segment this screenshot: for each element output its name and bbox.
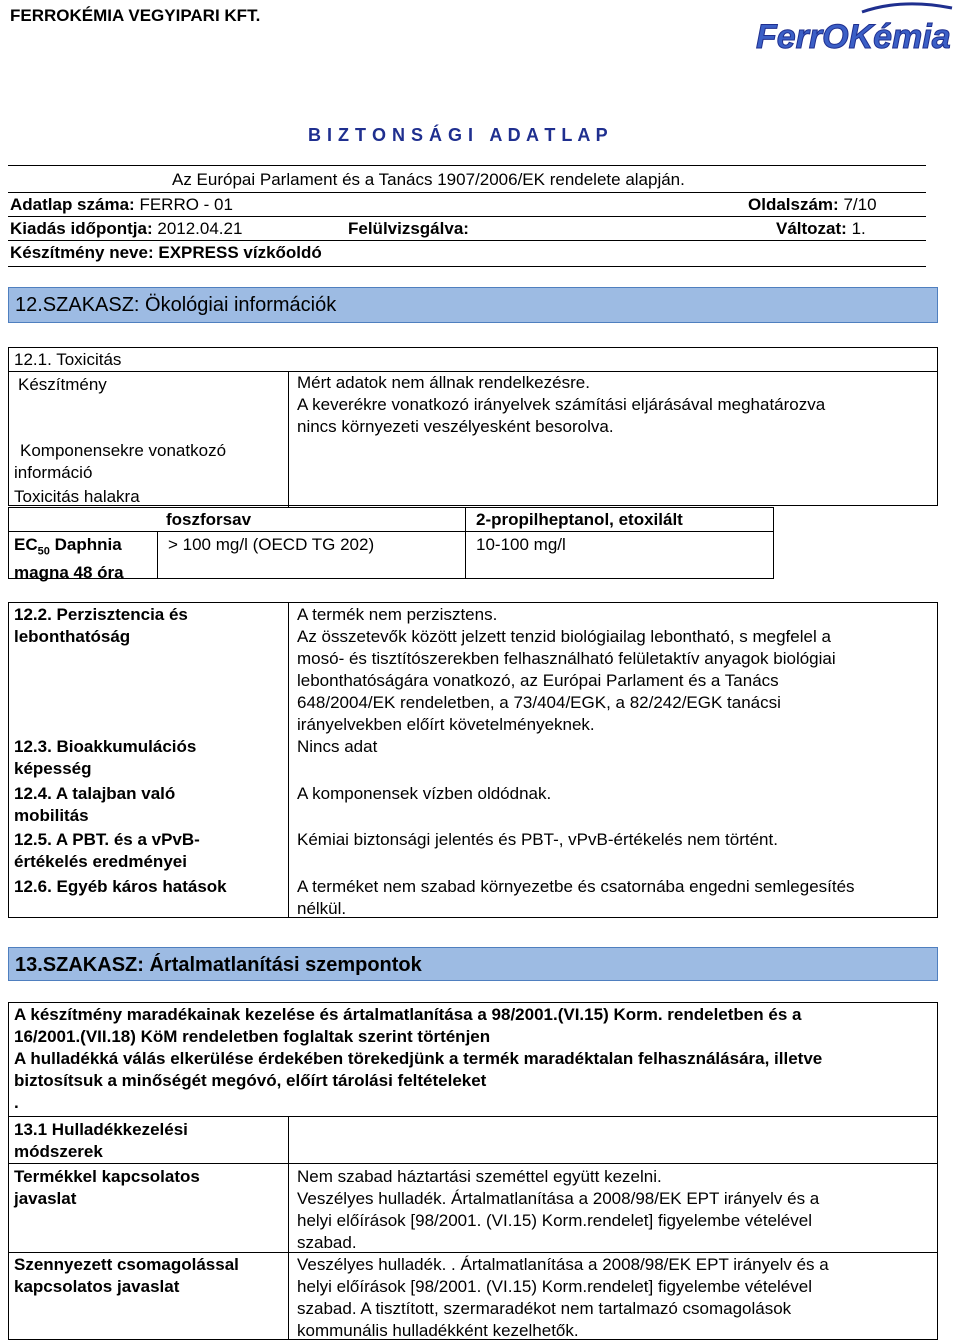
other-effects-label: 12.6. Egyéb káros hatások: [14, 877, 227, 896]
header-rule-3: [8, 240, 926, 241]
ec50-col2-header: 2-propilheptanol, etoxilált: [476, 510, 683, 529]
soil-mobility-label: 12.4. A talajban való mobilitás: [14, 784, 176, 825]
sheet-number: Adatlap száma: FERRO - 01: [10, 195, 233, 214]
persistence-label: 12.2. Perzisztencia és lebonthatóság: [14, 605, 188, 646]
disposal-intro: A készítmény maradékainak kezelése és ártalmatlanítása a 98/2001.(VI.15) Korm. rendeletben és a 16/2001.(VII.18) KöM rendeletben foglaltak szerint történjen A hulladékká válás elkerülése érdekében törekedjünk a termék maradéktalan felhasználására, illetve biztosítsuk a minőségét megóvó, előírt tárolási feltételeket .: [14, 1005, 823, 1112]
waste-methods-heading: 13.1 Hulladékkezelési módszerek: [14, 1120, 188, 1161]
revision-label: Felülvizsgálva:: [348, 219, 469, 238]
ec50-divider-1: [157, 531, 158, 579]
toxicity-table-divider: [288, 371, 289, 507]
page-number: Oldalszám: 7/10: [748, 195, 877, 214]
bioaccumulation-text: Nincs adat: [297, 737, 378, 756]
issue-date: Kiadás időpontja: 2012.04.21: [10, 219, 243, 238]
ec50-col1-header: foszforsav: [166, 510, 252, 529]
company-name: FERROKÉMIA VEGYIPARI KFT.: [10, 6, 261, 25]
packaging-disposal-text: Veszélyes hulladék. . Ártalmatlanítása a 2008/98/EK EPT irányelv és a helyi előírások [98/2001. (VI.15) Korm.rendelet] figyelembe vételével szabad. A tisztított, szermaradékot nem tartalmazó csomagolások kommunális hulladékként kezelhetők.: [297, 1255, 829, 1340]
persistence-text: A termék nem perzisztens. Az összetevők között jelzett tenzid biológiailag lebontható, s megfelel a mosó- és tisztítószerekben felhasználható felületaktív anyagok biológiai lebonthatóságára vonatkozó, az Európai Parlament és a Tanács 648/2004/EK rendeletben, a 73/404/EGK, a 82/242/EGK tanácsi irányelvekben előírt követelményeknek.: [297, 605, 836, 734]
preparation-text: Mért adatok nem állnak rendelkezésre. A keverékre vonatkozó irányelvek számítási eljárásával meghatározva nincs környezeti veszélyesként besorolva.: [297, 373, 826, 436]
disposal-table-divider: [288, 1116, 289, 1340]
disposal-intro-rule: [8, 1116, 938, 1117]
pbt-label: 12.5. A PBT. és a vPvB- értékelés eredményei: [14, 830, 200, 871]
ec50-divider-2: [465, 507, 466, 579]
ec50-value-2: 10-100 mg/l: [476, 535, 566, 554]
header-rule-top: [8, 165, 926, 166]
company-logo: [752, 2, 958, 58]
ecology-table-divider: [288, 602, 289, 918]
document-title: B I Z T O N S Á G I A D A T L A P: [308, 125, 609, 145]
ec50-value-1: > 100 mg/l (OECD TG 202): [168, 535, 375, 554]
fish-toxicity-label: Toxicitás halakra: [14, 487, 140, 506]
header-rule-1: [8, 192, 926, 193]
product-disposal-label: Termékkel kapcsolatos javaslat: [14, 1167, 200, 1208]
ec50-label: $EC_{50}$ Daphnia magna 48 óra: [14, 535, 124, 583]
header-rule-4: [8, 266, 926, 267]
header-rule-2: [8, 216, 926, 217]
packaging-disposal-label: Szennyezett csomagolással kapcsolatos javaslat: [14, 1255, 239, 1296]
toxicity-heading: 12.1. Toxicitás: [14, 350, 122, 369]
logo-text: FerrOKémia: [756, 18, 951, 56]
other-effects-text: A terméket nem szabad környezetbe és csatornába engedni semlegesítés nélkül.: [297, 877, 855, 918]
waste-methods-rule: [8, 1163, 938, 1164]
bioaccumulation-label: 12.3. Bioakkumulációs képesség: [14, 737, 197, 778]
product-name: Készítmény neve: EXPRESS vízkőoldó: [10, 243, 322, 262]
regulation-subtitle: Az Európai Parlament és a Tanács 1907/2006/EK rendelete alapján.: [172, 170, 685, 189]
product-disposal-rule: [8, 1252, 938, 1253]
version: Változat: 1.: [776, 219, 866, 238]
ec50-header-rule: [8, 531, 774, 532]
section-13-title: 13.SZAKASZ: Ártalmatlanítási szempontok: [8, 947, 938, 981]
pbt-text: Kémiai biztonsági jelentés és PBT-, vPvB-értékelés nem történt.: [297, 830, 778, 849]
preparation-label: Készítmény: [18, 375, 107, 394]
component-info-label: Komponensekre vonatkozó információ: [14, 441, 227, 482]
soil-mobility-text: A komponensek vízben oldódnak.: [297, 784, 552, 803]
product-disposal-text: Nem szabad háztartási szeméttel együtt kezelni. Veszélyes hulladék. Ártalmatlanítása a 2008/98/EK EPT irányelv és a helyi előírások [98/2001. (VI.15) Korm.rendelet] figyelembe vételével szabad.: [297, 1167, 820, 1252]
section-12-title: 12.SZAKASZ: Ökológiai információk: [8, 287, 938, 323]
